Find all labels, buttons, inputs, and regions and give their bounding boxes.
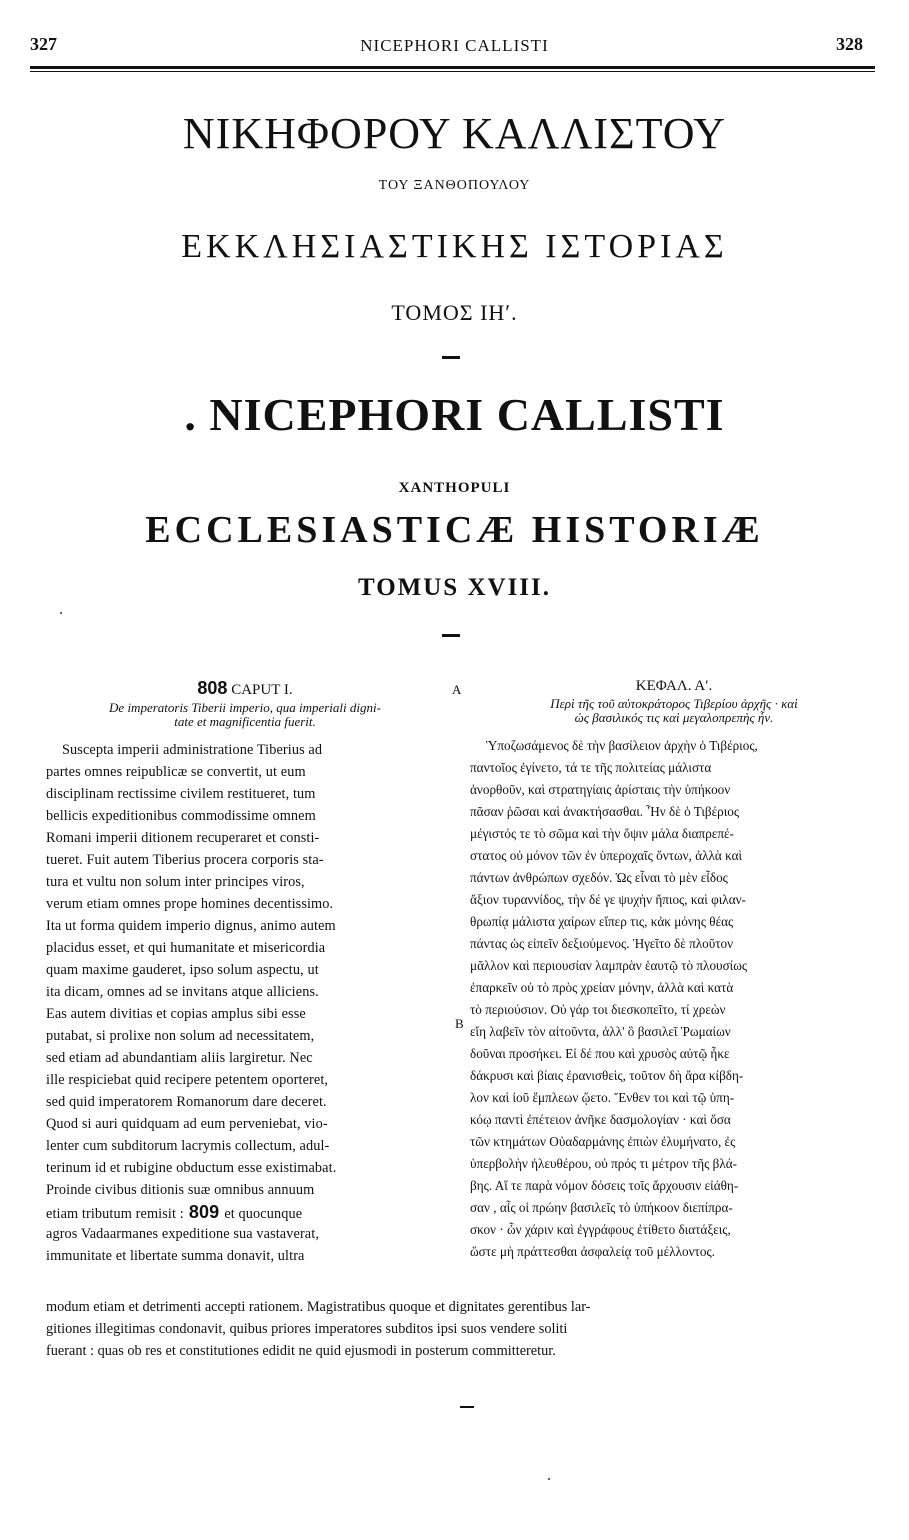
text-line: Romani imperii ditionem recuperaret et consti- bbox=[46, 830, 320, 846]
text-line: etiam tributum remisit : 809 et quocunque bbox=[46, 1202, 303, 1222]
summary-line: tate et magnificentia fuerit. bbox=[174, 714, 316, 729]
text-line: agros Vadaarmanes expeditione sua vastaverat, bbox=[46, 1226, 319, 1242]
text-line: terinum id et rubigine obductum esse existimabat. bbox=[46, 1160, 337, 1176]
page-number-right: 328 bbox=[836, 34, 863, 54]
text-line: gitiones illegitimas condonavit, quibus priores imperatores subditos ipsi suos vendere soliti bbox=[46, 1321, 568, 1337]
text-line: Suscepta imperii administratione Tiberius ad bbox=[62, 742, 323, 758]
greek-column bbox=[470, 678, 878, 1263]
caput-label: CAPUT I. bbox=[231, 682, 293, 698]
text-line: πᾶσαν ῥῶσαι καὶ ἀνακτήσασθαι. Ἦν δὲ ὁ Τιβέριος bbox=[470, 804, 740, 819]
text-line: τῶν κτημάτων Οὐαδαρμάνης ἐπιὼν ἐλυμήνατο, ἐς bbox=[470, 1134, 736, 1149]
text-line: ἄξιον τυραννίδος, τὴν δέ γε ψυχὴν ἤπιος, καὶ φιλαν- bbox=[470, 892, 746, 907]
text-line: bellicis expeditionibus commodissime omnem bbox=[46, 808, 316, 824]
text-line: ὥστε μὴ πράττεσθαι ἀσφαλείᾳ τοῦ μέλλοντος. bbox=[470, 1244, 715, 1259]
text-line: partes omnes reipublicæ se convertit, ut eum bbox=[46, 764, 306, 780]
text-line: verum etiam omnes prope homines decentissimo. bbox=[46, 896, 334, 912]
text-line: fuerant : quas ob res et constitutiones edidit ne quid ejusmodi in posterum committeretur. bbox=[46, 1343, 556, 1359]
greek-surname: ΤΟΥ ΞΑΝΘΟΠΟΥΛΟΥ bbox=[378, 178, 531, 193]
text-line: tura et vultu non solum inter principes viros, bbox=[46, 874, 305, 890]
latin-surname: XANTHOPULI bbox=[398, 480, 511, 496]
latin-column bbox=[46, 678, 444, 1267]
text-line: tueret. Fuit autem Tiberius procera corporis sta- bbox=[46, 852, 324, 868]
text-line: τὸ περιούσιον. Οὐ γάρ τοι διεσκοπεῖτο, τί χρεὼν bbox=[470, 1002, 726, 1017]
greek-work-title: ΕΚΚΛΗΣΙΑΣΤΙΚΗΣ ΙΣΤΟΡΙΑΣ bbox=[181, 228, 728, 265]
text-line: παντοῖος ἐγίνετο, τά τε τῆς πολιτείας μάλιστα bbox=[470, 760, 712, 775]
text-line: ἐπαρκεῖν οὐ τὸ πρὸς χρείαν μόνην, ἀλλὰ καὶ κατὰ bbox=[470, 980, 734, 995]
title-separator bbox=[442, 634, 460, 637]
text-line: lenter cum subditorum lacrymis collectum, adul- bbox=[46, 1138, 330, 1154]
text-line: θρωπίᾳ μάλιστα χαίρων εἴπερ τις, κἀκ μόνης θέας bbox=[470, 914, 734, 929]
latin-author-title: . NICEPHORI CALLISTI bbox=[184, 389, 725, 440]
text-line: λον καὶ ἰοῦ ἔμπλεων ᾤετο. Ἔνθεν τοι καὶ τῷ ὑπη- bbox=[470, 1090, 735, 1105]
text-line: Quod si auri quidquam ad eum perveniebat, vio- bbox=[46, 1116, 328, 1132]
text-line: μέγιστός τε τὸ σῶμα καὶ τὴν ὄψιν μάλα διαπρεπέ- bbox=[470, 826, 734, 841]
text-line: σκον · ὧν χάριν καὶ ἐγγράφους ἐτίθετο διατάξεις, bbox=[470, 1222, 731, 1237]
inline-column-number: 809 bbox=[183, 1202, 225, 1222]
inline-continuation: et quocunque bbox=[224, 1206, 303, 1222]
latin-work-title: ECCLESIASTICÆ HISTORIÆ bbox=[145, 509, 764, 551]
text-line: πάντων ἀνθρώπων σχεδόν. Ὡς εἶναι τὸ μὲν εἶδος bbox=[470, 870, 728, 885]
text-line: Ita ut forma quidem imperio dignus, animo autem bbox=[46, 918, 336, 934]
text-line: κόῳ παντὶ ἐπέτειον ἀνῆκε δασμολογίαν · καὶ ὅσα bbox=[470, 1112, 731, 1127]
text-line: δάκρυσι καὶ βίαις ἐρανισθεὶς, τοῦτον δὴ ἄρα κίβδη- bbox=[470, 1068, 744, 1083]
text-line: Ὑποζωσάμενος δὲ τὴν βασίλειον ἀρχὴν ὁ Τιβέριος, bbox=[486, 738, 758, 753]
summary-line: ὡς βασιλικός τις καὶ μεγαλοπρεπὴς ἦν. bbox=[574, 710, 774, 725]
greek-author-title: ΝΙΚΗΦΟΡΟΥ ΚΑΛΛΙΣΤΟΥ bbox=[182, 109, 727, 158]
chapter-summary-latin bbox=[46, 701, 444, 729]
text-line: sed etiam ad abundantiam aliis largiretur. Nec bbox=[46, 1050, 313, 1066]
greek-body-text bbox=[470, 735, 878, 1263]
chapter-summary-greek bbox=[470, 697, 878, 725]
text-line: εἴη λαβεῖν τὸν αἰτοῦντα, ἀλλ' ὃ βασιλεῖ Ῥωμαίων bbox=[470, 1024, 731, 1039]
text-line: immunitate et libertate summa donavit, ultra bbox=[46, 1248, 305, 1264]
text-line: δοῦναι προσήκει. Εἰ δέ που καὶ χρυσὸς αὐτῷ ἧκε bbox=[470, 1046, 730, 1061]
summary-line: De imperatoris Tiberii imperio, qua imperiali digni- bbox=[109, 700, 381, 715]
text-line: πάντας ὡς εἰπεῖν δεξιούμενος. Ἡγεῖτο δὲ πλοῦτον bbox=[470, 936, 734, 951]
text-line: βης. Αἵ τε παρὰ νόμον δόσεις τοῖς ἄρχουσιν εἰάθη- bbox=[470, 1178, 739, 1193]
text-line: ἀνορθοῦν, καὶ στρατηγίαις ἀρίσταις τὴν ὑπήκοον bbox=[470, 782, 731, 797]
margin-letter-a: A bbox=[452, 682, 462, 697]
ink-speck bbox=[60, 612, 62, 614]
text-line: Eas autem divitias et copias amplus sibi esse bbox=[46, 1006, 306, 1022]
end-separator bbox=[460, 1406, 474, 1408]
summary-line: Περὶ τῆς τοῦ αὐτοκράτορος Τιβερίου ἀρχῆς · καὶ bbox=[550, 696, 798, 711]
text-line: ita dicam, omnes ad se invitans atque alliciens. bbox=[46, 984, 319, 1000]
text-line: σαν , αἷς οἱ πρώην βασιλεῖς τὸ ὑπήκοον διεπίπρα- bbox=[470, 1200, 733, 1215]
title-separator bbox=[442, 356, 460, 359]
text-line: disciplinam rectissime civilem restitueret, tum bbox=[46, 786, 316, 802]
margin-letter-b: B bbox=[455, 1016, 464, 1031]
chapter-heading-greek: ΚΕΦΑΛ. Αʹ. bbox=[635, 678, 713, 694]
running-title: NICEPHORI CALLISTI bbox=[360, 36, 549, 55]
text-line: στατος οὐ μόνον τῶν ἐν ὑπεροχαῖς ὄντων, ἀλλὰ καὶ bbox=[470, 848, 743, 863]
text-line: placidus esset, et qui humanitate et misericordia bbox=[46, 940, 326, 956]
latin-body-text bbox=[46, 739, 444, 1267]
page-number-left: 327 bbox=[30, 34, 57, 54]
header-rule bbox=[30, 66, 875, 72]
latin-tome: TOMUS XVIII. bbox=[357, 574, 552, 601]
greek-tome: ΤΟΜΟΣ ΙΗʹ. bbox=[391, 300, 518, 325]
ink-speck bbox=[548, 1478, 550, 1480]
text-line: Proinde civibus ditionis suæ omnibus annuum bbox=[46, 1182, 315, 1198]
column-number: 808 bbox=[197, 678, 228, 698]
text-line: sed quid imperatorem Romanorum dare deceret. bbox=[46, 1094, 327, 1110]
text-line: ille respiciebat quid recipere petentem oporteret, bbox=[46, 1072, 329, 1088]
text-line: modum etiam et detrimenti accepti rationem. Magistratibus quoque et dignitates gerentibus lar- bbox=[46, 1299, 591, 1315]
text-line: μᾶλλον καὶ περιουσίαν λαμπρὰν ἑαυτῷ τὸ πλουσίως bbox=[470, 958, 748, 973]
chapter-heading-latin bbox=[46, 678, 444, 699]
text-line: ὑπερβολὴν ἠλευθέρου, οὐ πρός τι μέτρον τῆς βλά- bbox=[470, 1156, 738, 1171]
text-line: putabat, si prolixe non solum ad necessitatem, bbox=[46, 1028, 315, 1044]
full-width-text bbox=[46, 1296, 878, 1362]
text-line: quam maxime gauderet, ipso solum aspectu, ut bbox=[46, 962, 319, 978]
